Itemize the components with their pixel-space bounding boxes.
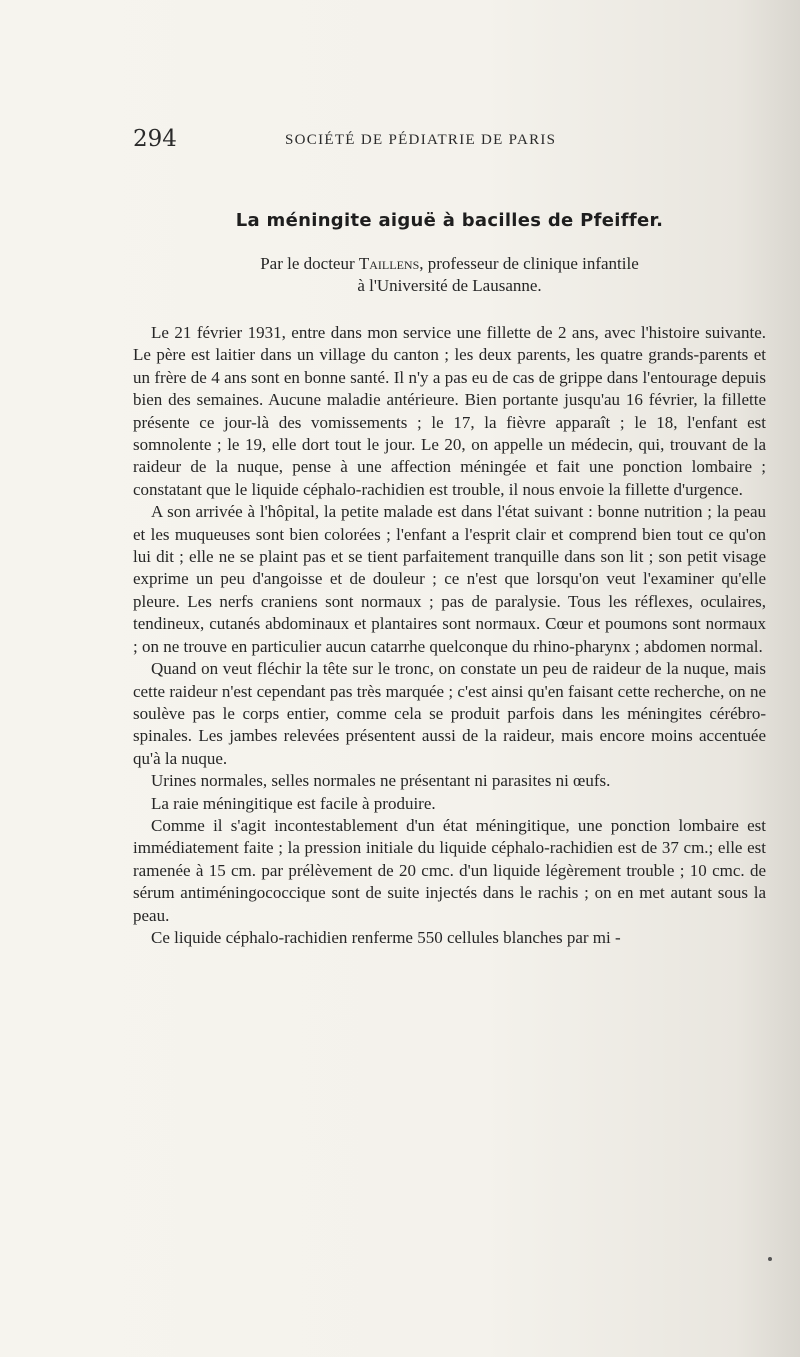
byline bbox=[133, 253, 766, 297]
page-number: 294 bbox=[133, 126, 177, 152]
paragraph-urines: Urines normales, selles normales ne présentant ni parasites ni œufs. bbox=[151, 771, 611, 791]
paragraph-lumbar-puncture: Comme il s'agit incontestablement d'un état méningitique, une ponction lombaire est immédiatement faite ; la pression initiale du liquide céphalo-rachidien est de 37 cm.; elle est ramenée à 15 cm. par prélèvement de 20 cmc. d'un liquide légèrement trouble ; 10 cmc. de sérum antiméningococcique sont de suite injectés dans le rachis ; on en met autant sous la peau. bbox=[133, 815, 766, 925]
paragraph-admission: A son arrivée à l'hôpital, la petite malade est dans l'état suivant : bonne nutrition ; la peau et les muqueuses sont bien colorées ; l'enfant a l'esprit clair et comprend bien tout ce qu'on lui dit ; elle ne se plaint pas et se tient parfaitement tranquille dans son lit ; son petit visage exprime un peu d'angoisse et de douleur ; ce n'est que lorsqu'on veut l'examiner qu'elle pleure. Les nerfs craniens sont normaux ; pas de paralysie. Tous les réflexes, oculaires, tendineux, cutanés abdominaux et plantaires sont normaux. Cœur et poumons sont normaux ; on ne trouve en particulier aucun catarrhe quelconque du rhino-pharynx ; abdomen normal. bbox=[133, 502, 766, 656]
paragraph-history: Le 21 février 1931, entre dans mon service une fillette de 2 ans, avec l'histoire suivante. Le père est laitier dans un village du canton ; les deux parents, les quatre grands-parents et un frère de 4 ans sont en bonne santé. Il n'y a pas eu de cas de grippe dans l'entourage depuis bien des semaines. Aucune maladie antérieure. Bien portante jusqu'au 16 février, la fillette présente ce jour-là des vomissements ; le 17, la fièvre apparaît ; le 18, l'enfant est somnolente ; le 19, elle dort tout le jour. Le 20, on appelle un médecin, qui, trouvant de la raideur de la nuque, pense à une affection méningée et fait une ponction lombaire ; constatant que le liquide céphalo-rachidien est trouble, il nous envoie la fillette d'urgence. bbox=[133, 323, 766, 499]
byline-line-1 bbox=[133, 253, 766, 275]
author-name: Taillens bbox=[358, 254, 420, 273]
byline-prefix: Par le docteur bbox=[260, 254, 359, 273]
running-head: SOCIÉTÉ DE PÉDIATRIE DE PARIS bbox=[285, 132, 557, 148]
byline-line-2: à l'Université de Lausanne. bbox=[357, 276, 542, 295]
ink-speck bbox=[768, 1257, 772, 1261]
page-header bbox=[133, 126, 766, 154]
article-body bbox=[133, 322, 766, 949]
paragraph-csf: Ce liquide céphalo-rachidien renferme 550 cellules blanches par mi - bbox=[151, 927, 621, 947]
paragraph-neck-stiffness: Quand on veut fléchir la tête sur le tronc, on constate un peu de raideur de la nuque, mais cette raideur n'est cependant pas très marquée ; c'est ainsi qu'en faisant cette recherche, on ne soulève pas le corps entier, comme cela se produit parfois dans les méningites cérébro-spinales. Les jambes relevées présentent aussi de la raideur, mais encore moins accentuée qu'à la nuque. bbox=[133, 659, 766, 768]
article-title: La méningite aiguë à bacilles de Pfeiffer. bbox=[235, 210, 664, 231]
byline-suffix: , professeur de clinique infantile bbox=[419, 254, 639, 273]
paragraph-raie: La raie méningitique est facile à produire. bbox=[151, 793, 436, 813]
